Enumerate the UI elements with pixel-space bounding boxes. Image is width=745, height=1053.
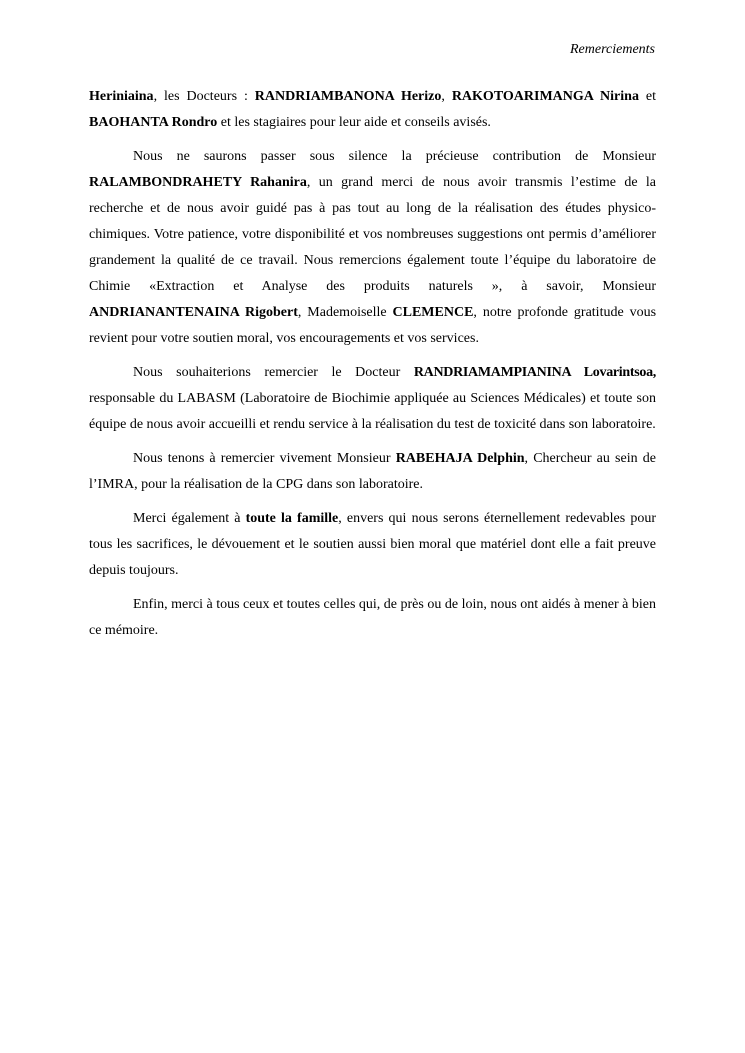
text: Nous tenons à remercier vivement Monsieur bbox=[133, 451, 396, 466]
acknowledgements-body bbox=[89, 84, 656, 652]
name-rabehaja: RABEHAJA Delphin bbox=[395, 451, 525, 466]
paragraph-5 bbox=[89, 506, 656, 584]
family-emphasis: toute la famille bbox=[245, 511, 339, 526]
name-baohanta: BAOHANTA Rondro bbox=[89, 115, 218, 130]
name-clemence: CLEMENCE bbox=[392, 305, 474, 320]
text: et bbox=[638, 89, 656, 104]
text: Merci également à bbox=[133, 511, 246, 526]
name-rakotoarimanga: RAKOTOARIMANGA Nirina bbox=[451, 89, 639, 104]
name-randriambanona: RANDRIAMBANONA Herizo bbox=[254, 89, 442, 104]
text: et les stagiaires pour leur aide et conseils avisés. bbox=[217, 115, 491, 130]
paragraph-2 bbox=[89, 144, 656, 352]
text: , un grand merci de nous avoir transmis l’estime de la recherche et de nous avoir guidé pas à pas tout au long de la réalisation des études physico-chimiques. Votre patience, votre disponibilité et vos nombreuses suggestions ont permis d’améliorer grandement la qualité de ce travail. Nous remercions également toute l’équipe du laboratoire de Chimie «Extraction et Analyse des produits naturels », à savoir, Monsieur bbox=[89, 175, 656, 294]
text: Nous ne saurons passer sous silence la précieuse contribution de Monsieur bbox=[133, 149, 656, 164]
paragraph-1 bbox=[89, 84, 656, 136]
paragraph-3 bbox=[89, 360, 656, 438]
text: Enfin, merci à tous ceux et toutes celles qui, de près ou de loin, nous ont aidés à mener à bien ce mémoire. bbox=[89, 597, 656, 638]
text: , Mademoiselle bbox=[297, 305, 393, 320]
text: , bbox=[441, 89, 452, 104]
name-heriniaina: Heriniaina bbox=[89, 89, 154, 104]
paragraph-6 bbox=[89, 592, 656, 644]
name-ralambondrahety: RALAMBONDRAHETY Rahanira bbox=[89, 175, 307, 190]
text: , envers qui nous serons éternellement redevables pour tous les sacrifices, le dévouement et le soutien aussi bien moral que matériel dont elle a fait preuve depuis toujours. bbox=[89, 511, 656, 578]
text: responsable du LABASM (Laboratoire de Biochimie appliquée au Sciences Médicales) et toute son équipe de nous avoir accueilli et rendu service à la réalisation du test de toxicité dans son laboratoire. bbox=[89, 391, 656, 432]
text: Nous souhaiterions remercier le Docteur bbox=[133, 365, 414, 380]
text: , notre profonde gratitude vous revient pour votre soutien moral, vos encouragements et vos services. bbox=[89, 305, 657, 346]
text: , les Docteurs : bbox=[153, 89, 255, 104]
running-header: Remerciements bbox=[570, 42, 655, 57]
name-andrianantenaina: ANDRIANANTENAINA Rigobert bbox=[89, 305, 298, 320]
text: , Chercheur au sein de l’IMRA, pour la réalisation de la CPG dans son laboratoire. bbox=[89, 451, 656, 492]
name-randriamampianina: RANDRIAMAMPIANINA Lovarintsoa, bbox=[413, 365, 656, 380]
paragraph-4 bbox=[89, 446, 656, 498]
